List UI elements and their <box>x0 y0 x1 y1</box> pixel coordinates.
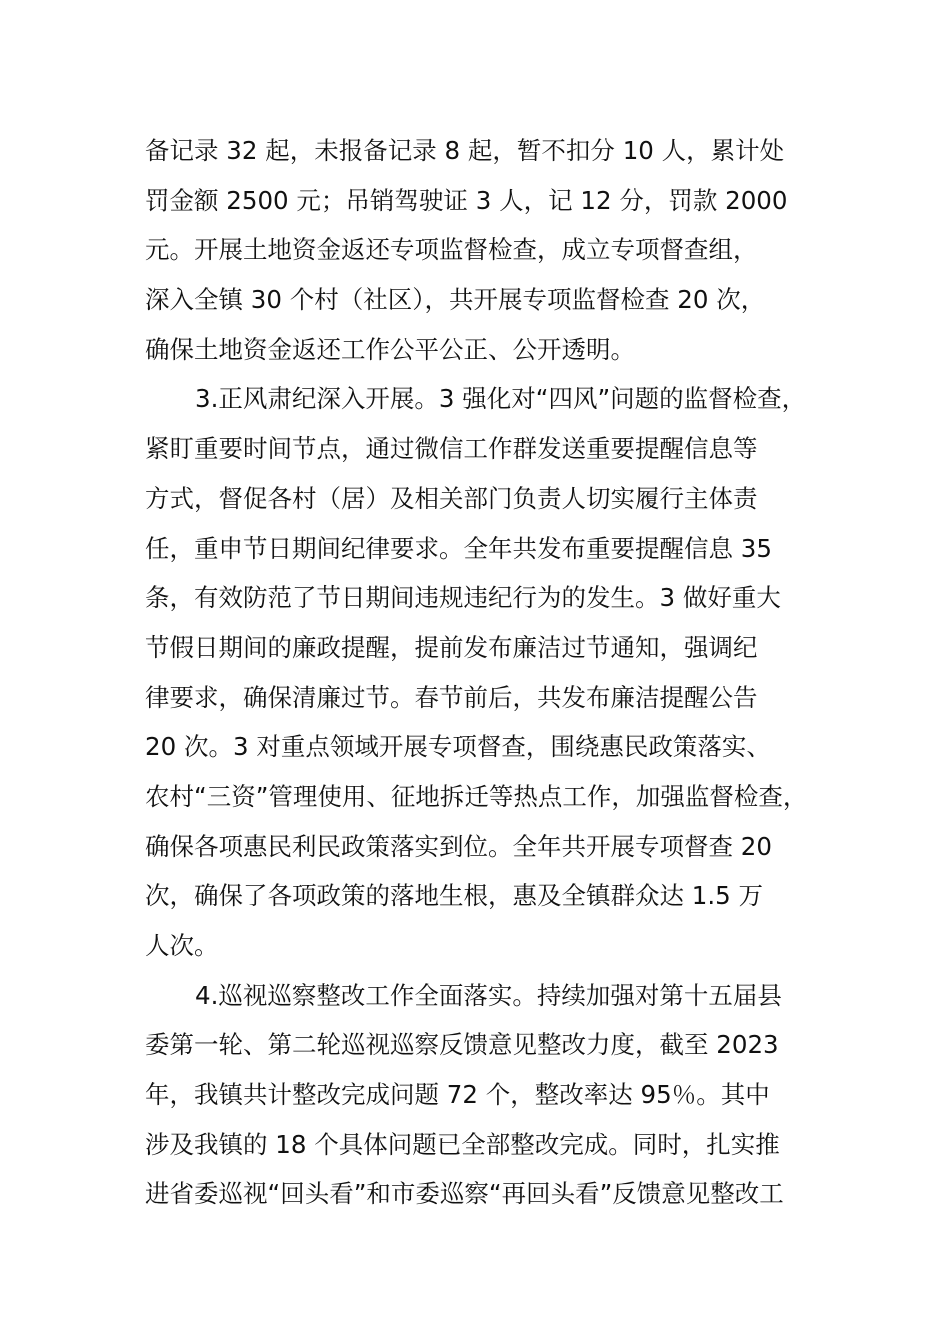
text-line: 确保土地资金返还工作公平公正、公开透明。 <box>145 334 635 364</box>
text-line: 次，确保了各项政策的落地生根，惠及全镇群众达 1.5 万 <box>145 881 764 911</box>
text-line: 涉及我镇的 18 个具体问题已全部整改完成。同时，扎实推 <box>145 1129 780 1159</box>
text-line: 备记录 32 起，未报备记录 8 起，暂不扣分 10 人，累计处 <box>145 136 785 165</box>
text-line: 年，我镇共计整改完成问题 72 个，整改率达 95％。其中 <box>145 1080 770 1110</box>
section-4-heading-line: 4.巡视巡察整改工作全面落实。持续加强对第十五届县 <box>195 980 782 1010</box>
text-line: 元。开展土地资金返还专项监督检查，成立专项督查组， <box>145 235 758 265</box>
text-line: 任，重申节日期间纪律要求。全年共发布重要提醒信息 35 <box>145 533 772 563</box>
text-line: 农村“三资”管理使用、征地拆迁等热点工作，加强监督检查， <box>145 781 808 811</box>
text-line: 节假日期间的廉政提醒，提前发布廉洁过节通知，强调纪 <box>145 632 758 662</box>
text-line: 紧盯重要时间节点，通过微信工作群发送重要提醒信息等 <box>145 434 758 464</box>
text-line: 条，有效防范了节日期间违规违纪行为的发生。3 做好重大 <box>145 583 781 613</box>
text-line: 人次。 <box>145 931 219 960</box>
text-line: 委第一轮、第二轮巡视巡察反馈意见整改力度，截至 2023 <box>145 1030 779 1060</box>
document-body <box>145 126 835 1219</box>
text-line: 进省委巡视“回头看”和市委巡察“再回头看”反馈意见整改工 <box>145 1179 784 1209</box>
text-line: 20 次。3 对重点领域开展专项督查，围绕惠民政策落实、 <box>145 732 771 762</box>
text-line: 确保各项惠民利民政策落实到位。全年共开展专项督查 20 <box>145 831 772 861</box>
text-line: 方式，督促各村（居）及相关部门负责人切实履行主体责 <box>145 483 758 513</box>
text-line: 罚金额 2500 元；吊销驾驶证 3 人，记 12 分，罚款 2000 <box>145 185 788 215</box>
text-line: 律要求，确保清廉过节。春节前后，共发布廉洁提醒公告 <box>145 682 758 712</box>
text-line: 深入全镇 30 个村（社区），共开展专项监督检查 20 次， <box>145 285 766 315</box>
section-3-heading-line: 3.正风肃纪深入开展。3 强化对“四风”问题的监督检查， <box>195 384 807 414</box>
